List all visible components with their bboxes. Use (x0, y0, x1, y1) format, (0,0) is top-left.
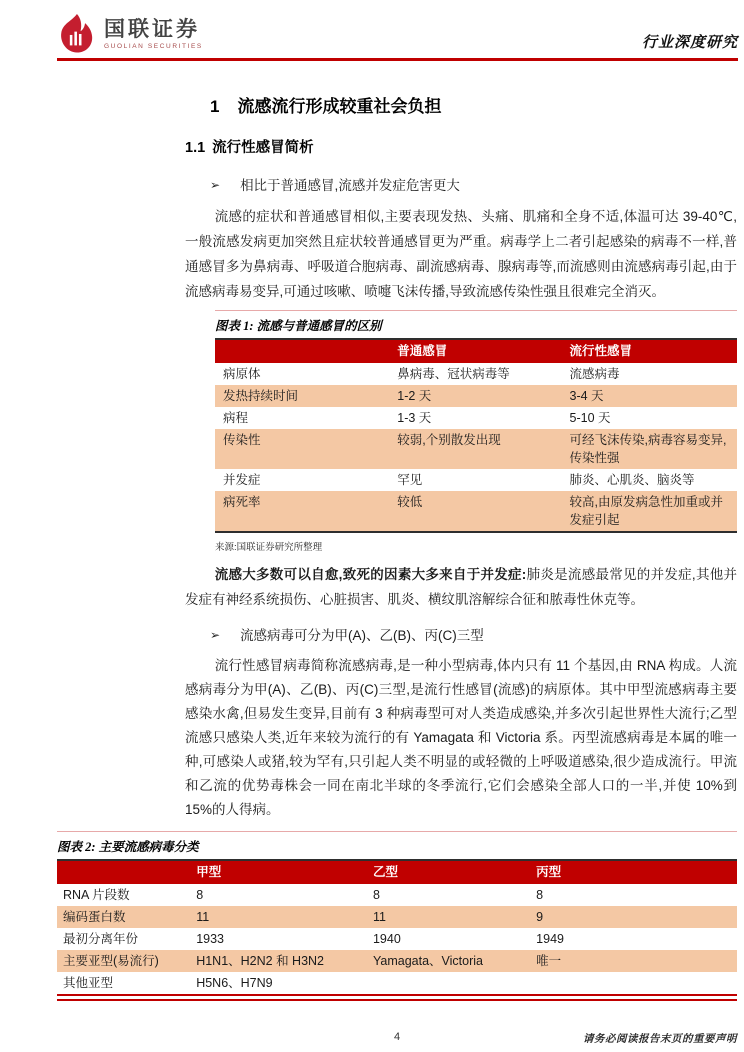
table-cell: 较高,由原发病急性加重或并发症引起 (569, 495, 723, 527)
section-title: 流感流行形成较重社会负担 (237, 97, 442, 116)
column-header: 乙型 (363, 860, 526, 884)
table-cell: 8 (372, 888, 380, 902)
subsection-number: 1.1 (185, 140, 206, 156)
brand-name: 国联证券 (104, 17, 200, 41)
page-number: 4 (393, 1031, 401, 1043)
table-cell: 流感病毒 (569, 367, 620, 381)
bullet-text: 相比于普通感冒,流感并发症危害更大 (240, 178, 460, 193)
table-cell: 11 (372, 910, 386, 924)
table-cell: 3-4 天 (569, 389, 604, 403)
paragraph-1: 流感的症状和普通感冒相似,主要表现发热、头痛、肌痛和全身不适,体温可达 39-40℃,一般流感发病更加突然且症状较普通感冒更为严重。病毒学上二者引起感染的病毒不一样,普通感冒多为鼻病毒、呼吸道合胞病毒、副流感病毒、腺病毒等,而流感则由流感病毒引起,由于流感病毒易变异,可通过咳嗽、喷嚏飞沫传播,导致流感传染性强且很难完全消灭。 (185, 209, 737, 299)
arrow-bullet-icon: ➢ (210, 178, 221, 192)
row-label: 其他亚型 (63, 976, 114, 990)
section-heading (185, 95, 737, 119)
report-type-label: 行业深度研究 (641, 35, 738, 51)
table-cell: 较弱,个别散发出现 (397, 433, 501, 447)
row-label: 并发症 (223, 473, 261, 487)
page-footer (57, 1031, 737, 1047)
page-header (57, 0, 738, 61)
page-bottom-rule (57, 994, 737, 1001)
arrow-bullet-icon: ➢ (210, 628, 221, 642)
paragraph-2-rest: 肺炎是流感最常见的并发症,其他并发症有神经系统损伤、心脏损害、肌炎、横纹肌溶解综合征和脓毒性休克等。 (185, 567, 737, 607)
table-cell: 11 (196, 910, 210, 924)
table-cell: 1-3 天 (397, 411, 432, 425)
table-cell: Yamagata、Victoria (372, 954, 483, 968)
table-cell: 8 (196, 888, 204, 902)
table-cell: 1949 (536, 932, 564, 946)
figure-1 (215, 310, 737, 553)
column-header: 流行性感冒 (560, 339, 738, 363)
table-cell (526, 972, 737, 994)
table-cell: 肺炎、心肌炎、脑炎等 (569, 473, 695, 487)
table-row (57, 928, 737, 950)
flu-vs-cold-table (215, 338, 737, 533)
paragraph-2 (185, 562, 737, 612)
table-row (215, 429, 737, 469)
column-header: 丙型 (526, 860, 737, 884)
row-label: 发热持续时间 (223, 389, 299, 403)
table-cell: 1-2 天 (397, 389, 432, 403)
disclaimer-text: 请务必阅读报告末页的重要声明 (583, 1034, 737, 1045)
table-cell: H5N6、H7N9 (196, 976, 273, 990)
table-cell: H1N1、H2N2 和 H3N2 (196, 954, 325, 968)
figure-1-title: 图表 1: 流感与普通感冒的区别 (215, 319, 382, 333)
column-header (57, 860, 186, 884)
table-cell (363, 972, 526, 994)
row-label: 主要亚型(易流行) (63, 954, 159, 968)
row-label: 病原体 (223, 367, 261, 381)
bullet-point-1 (185, 176, 737, 195)
report-body (185, 95, 737, 822)
table-row (215, 491, 737, 532)
figure-2-title: 图表 2: 主要流感病毒分类 (57, 840, 199, 854)
table-row (215, 385, 737, 407)
table-row (215, 363, 737, 385)
table-row (57, 950, 737, 972)
brand (57, 13, 203, 55)
bullet-text: 流感病毒可分为甲(A)、乙(B)、丙(C)三型 (240, 628, 484, 643)
table-cell: 9 (536, 910, 544, 924)
row-label: RNA 片段数 (63, 888, 130, 902)
row-label: 编码蛋白数 (63, 910, 126, 924)
table-cell: 罕见 (397, 473, 423, 487)
paragraph-2-lead: 流感大多数可以自愈,致死的因素大多来自于并发症: (214, 567, 527, 582)
column-header (215, 339, 387, 363)
brand-text (104, 19, 203, 50)
table-cell: 鼻病毒、冠状病毒等 (397, 367, 510, 381)
table-cell: 1933 (196, 932, 224, 946)
bullet-point-2 (185, 626, 737, 645)
table-header-row (215, 339, 737, 363)
table-cell: 8 (536, 888, 544, 902)
row-label: 病死率 (223, 495, 261, 509)
section-number: 1 (210, 97, 220, 116)
table-row (215, 469, 737, 491)
subsection-title: 流行性感冒简析 (212, 140, 314, 156)
table-row (215, 407, 737, 429)
table-cell: 可经飞沫传染,病毒容易变异,传染性强 (569, 433, 727, 465)
column-header: 普通感冒 (387, 339, 559, 363)
table-cell: 1940 (372, 932, 401, 946)
table-header-row (57, 860, 737, 884)
table-cell: 5-10 天 (569, 411, 611, 425)
brand-name-en: GUOLIAN SECURITIES (104, 42, 203, 50)
row-label: 最初分离年份 (63, 932, 139, 946)
figure-2 (57, 831, 737, 1001)
subsection-heading (185, 138, 737, 158)
table-row (57, 884, 737, 906)
table-row (57, 906, 737, 928)
table-cell: 唯一 (536, 954, 562, 968)
source-note: 来源:国联证券研究所整理 (215, 542, 323, 553)
paragraph-3: 流行性感冒病毒简称流感病毒,是一种小型病毒,体内只有 11 个基因,由 RNA 构成。人流感病毒分为甲(A)、乙(B)、丙(C)三型,是流行性感冒(流感)的病原体。其中甲型流感病毒主要感染水禽,但易发生变异,目前有 3 种病毒型可对人类造成感染,并多次引起世界性大流行;乙型流感只感染人类,近年来较为流行的有 Yamagata 和 Victoria 系。丙型流感病毒是本属的唯一种,可感染人或猪,较为罕有,只引起人类不明显的或轻微的上呼吸道感染,很少造成流行。甲流和乙流的优势毒株会一同在南北半球的冬季流行,它们会感染全部人口的一半,并使 10%到 15%的人得病。 (185, 658, 737, 817)
row-label: 传染性 (223, 433, 261, 447)
table-row (57, 972, 737, 994)
guolian-flame-logo-icon (57, 13, 95, 55)
row-label: 病程 (223, 411, 249, 425)
column-header: 甲型 (186, 860, 363, 884)
table-cell: 较低 (397, 495, 423, 509)
virus-classification-table (57, 859, 737, 994)
